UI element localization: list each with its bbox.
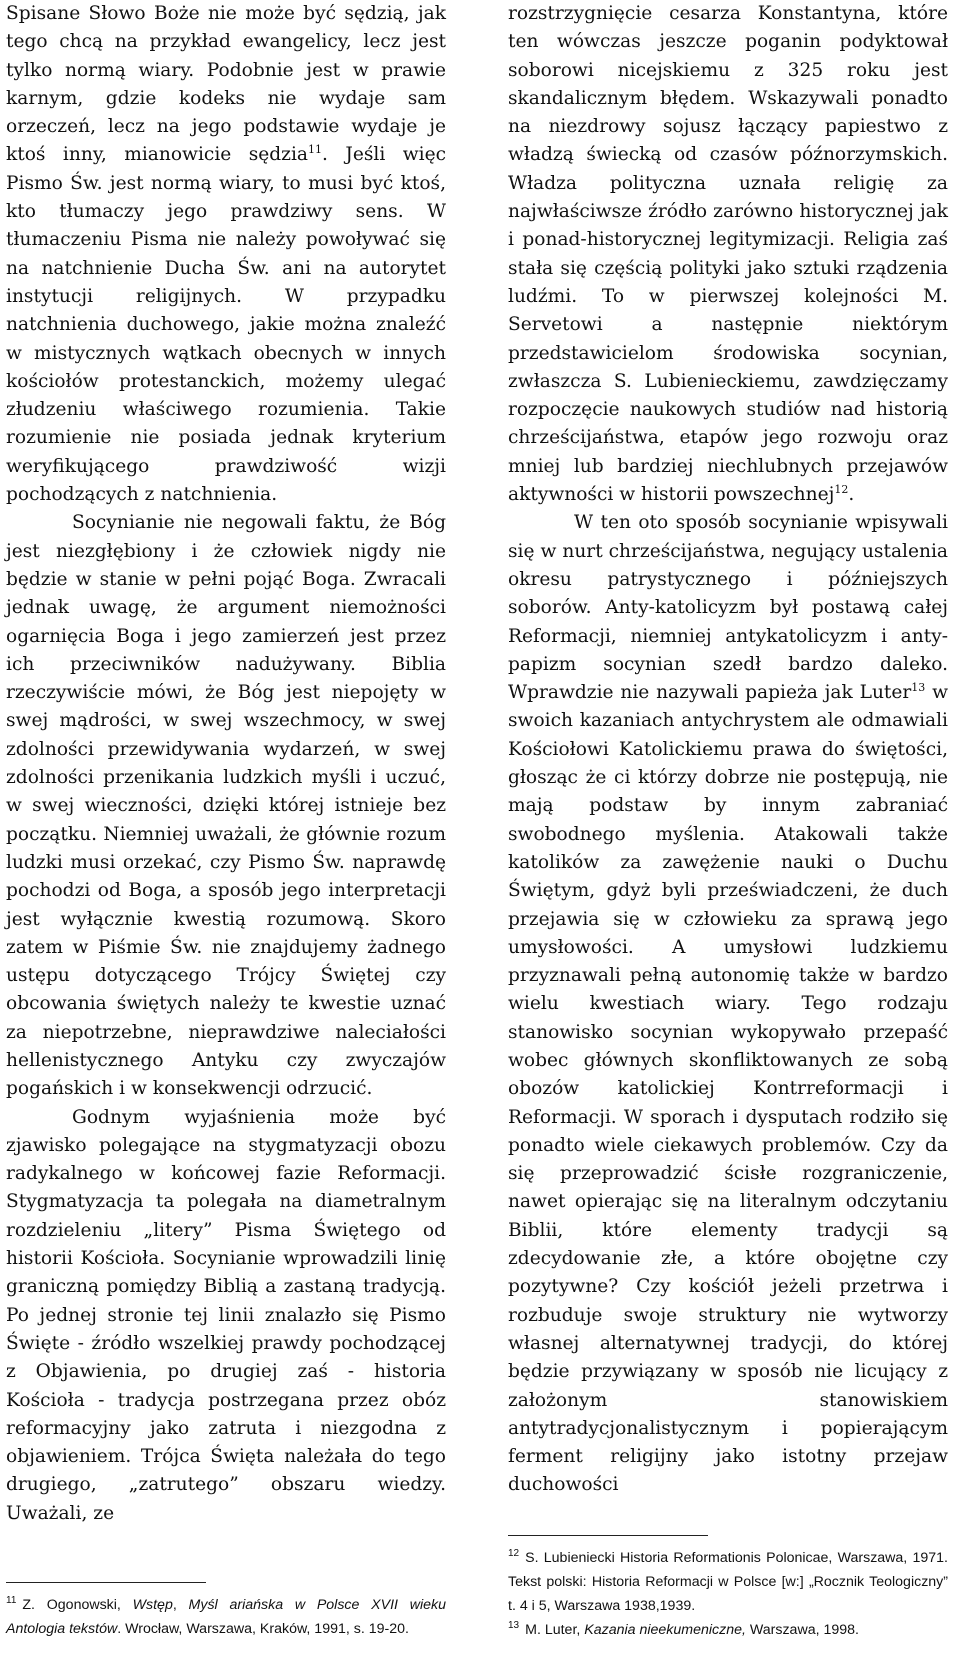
footnote-ref-12: 12 <box>834 482 849 496</box>
text-span: , <box>172 1597 189 1613</box>
italic-title: Wstęp <box>132 1597 173 1613</box>
text-span: . <box>848 484 855 506</box>
text-span: rozstrzygnięcie cesarza Konstantyna, które ten wówczas jeszcze poganin podyktował soborowi nicejskiemu z 325 roku jest skandalicznym błędem. Wskazywali ponadto na niezdrowy sojusz łączący papiestwo z władzą świecką od czasów późnorzymskich. Władza polityczna uznała religię za najwłaściwsze źródło zarówno historycznej jak i ponad-historycznej legitymizacji. Religia zaś stała się częścią polityki jako sztuki rządzenia ludźmi. To w pierwszej kolejności M. Servetowi a następnie niektórym przedstawicielom środowiska socynian, zwłaszcza S. Lubienieckiemu, zawdzięczamy rozpoczęcie naukowych studiów nad historią chrześcijaństwa, etapów jego rozwoju oraz mniej lub bardziej niechlubnych przejawów aktywności w historii powszechnej <box>508 3 948 506</box>
left-column-body <box>6 0 446 1528</box>
footnote-11 <box>6 1593 446 1641</box>
footnote-12 <box>508 1546 948 1618</box>
footnote-rule <box>6 1582 206 1583</box>
text-span: S. Lubieniecki Historia Reformationis Polonicae, Warszawa, 1971. Tekst polski: Historia Reformacji w Polsce [w:] „Rocznik Teologiczny” t. 4 i 5, Warszawa 1938,1939. <box>508 1550 948 1614</box>
text-span: Warszawa, 1998. <box>745 1622 859 1638</box>
footnote-number: 11 <box>6 1595 17 1607</box>
paragraph <box>6 509 446 1103</box>
text-span: w swoich kazaniach antychrystem ale odmawiali Kościołowi Katolickiemu prawa do świętości, głosząc że ci którzy dobrze nie postępują, nie mają podstaw by innym zabraniać swobodnego myślenia. Atakowali także katolików za zawężenie nauki o Duchu Świętym, gdyż byli przeświadczeni, że duch przejawia się w człowieku za sprawą jego umysłowości. A umysłowi ludzkiemu przyznawali pełną autonomię także w bardzo wielu kwestiach wiary. Tego rodzaju stanowisko socynian wykopywało przepaść wobec głównych skonfliktowanych ze sobą obozów katolickiej Kontrreformacji i Reformacji. W sporach i dysputach rodziło się ponadto wiele ciekawych problemów. Czy da się przeprowadzić ścisłe rozgraniczenie, nawet opierając się na literalnym odczytaniu Biblii, które elementy tradycji są zdecydowanie złe, a które obojętne czy pozytywne? Czy kościół jeżeli przetrwa i rozbuduje swoje struktury nie wytworzy własnej alternatywnej tradycji, do której będzie przywiązany w sposób nie licujący z założonym stanowiskiem antytradycjonalistycznym i popierającym ferment religijny jako istotny przejaw duchowości <box>508 682 949 1496</box>
footnote-number: 13 <box>508 1620 520 1632</box>
paragraph <box>508 0 948 509</box>
italic-title: Kazania nieekumeniczne, <box>584 1622 746 1638</box>
right-column-body <box>508 0 948 1500</box>
footnote-13 <box>508 1618 948 1642</box>
text-span: M. Luter, <box>525 1622 585 1638</box>
text-span: Z. Ogonowski, <box>22 1597 133 1613</box>
paragraph <box>508 509 948 1499</box>
footnote-number: 12 <box>508 1548 520 1560</box>
left-column <box>6 0 446 1670</box>
text-span: W ten oto sposób socynianie wpisywali się w nurt chrześcijaństwa, negujący ustalenia okresu patrystycznego i późniejszych soborów. Anty-katolicyzm był postawą całej Reformacji, niemniej antykatolicyzm i anty-papizm socynian szedł bardzo daleko. Wprawdzie nie nazywali papieża jak Luter <box>508 512 948 704</box>
footnote-ref-13: 13 <box>911 680 926 694</box>
text-span: Godnym wyjaśnienia może być zjawisko polegające na stygmatyzacji obozu radykalnego w końcowej fazie Reformacji. Stygmatyzacja ta polegała na diametralnym rozdzieleniu „litery” Pisma Świętego od historii Kościoła. Socynianie wprowadzili linię graniczną pomiędzy Biblią a zastaną tradycją. Po jednej stronie tej linii znalazło się Pismo Święte - źródło wszelkiej prawdy pochodzącej z Objawienia, po drugiej zaś - historia Kościoła - tradycja postrzegana przez obóz reformacyjny jako zatruta i niezgodna z objawieniem. Trójca Święta należała do tego drugiego, „zatrutego” obszaru wiedzy. Uważali, ze <box>6 1106 446 1524</box>
footnotes-left <box>6 1582 446 1641</box>
footnote-rule <box>508 1535 708 1536</box>
right-column <box>508 0 948 1670</box>
text-span: . Wrocław, Warszawa, Kraków, 1991, s. 19-20. <box>117 1621 409 1637</box>
paragraph <box>6 1104 446 1528</box>
italic-title: Myśl ariańska w Polsce XVII wieku Antologia tekstów <box>6 1597 446 1637</box>
text-span: Socynianie nie negowali faktu, że Bóg jest niezgłębiony i że człowiek nigdy nie będzie w stanie w pełni pojąć Boga. Zwracali jednak uwagę, że argument niemożności ogarnięcia Boga i jego zamierzeń jest przez ich przeciwników nadużywany. Biblia rzeczywiście mówi, że Bóg jest niepojęty w swej mądrości, w swej wszechmocy, w swej zdolności przewidywania wydarzeń, w swej zdolności przenikania ludzkich myśli i uczuć, w swej wieczności, dzięki której istnieje bez początku. Niemniej uważali, że głównie rozum ludzki musi orzekać, czy Pismo Św. naprawdę pochodzi od Boga, a sposób jego interpretacji jest wyłącznie kwestią rozumową. Skoro zatem w Piśmie Św. nie znajdujemy żadnego ustępu dotyczącego Trójcy Świętej czy obcowania świętych należy te kwestie uznać za niepotrzebne, nieprawdziwe naleciałości hellenistycznego Antyku czy zwyczajów pogańskich i w konsekwencji odrzucić. <box>6 512 446 1100</box>
footnotes-right <box>508 1535 948 1642</box>
paragraph <box>6 0 446 509</box>
text-span: Spisane Słowo Boże nie może być sędzią, jak tego chcą na przykład ewangelicy, lecz jest tylko normą wiary. Podobnie jest w prawie karnym, gdzie kodeks nie wydaje sam orzeczeń, lecz na jego podstawie wydaje je ktoś inny, mianowicie sędzia <box>6 3 446 166</box>
text-span: . Jeśli więc Pismo Św. jest normą wiary, to musi być ktoś, kto tłumaczy jego prawdziwy sens. W tłumaczeniu Pisma nie należy powoływać się na natchnienie Ducha Św. ani na autorytet instytucji religijnych. W przypadku natchnienia duchowego, jakie można znaleźć w mistycznych wątkach obecnych w innych kościołów protestanckich, możemy ulegać złudzeniu właściwego rozumienia. Takie rozumienie nie posiada jednak kryterium weryfikującego prawdziwość wizji pochodzących z natchnienia. <box>6 144 447 506</box>
footnote-ref-11: 11 <box>308 143 323 157</box>
